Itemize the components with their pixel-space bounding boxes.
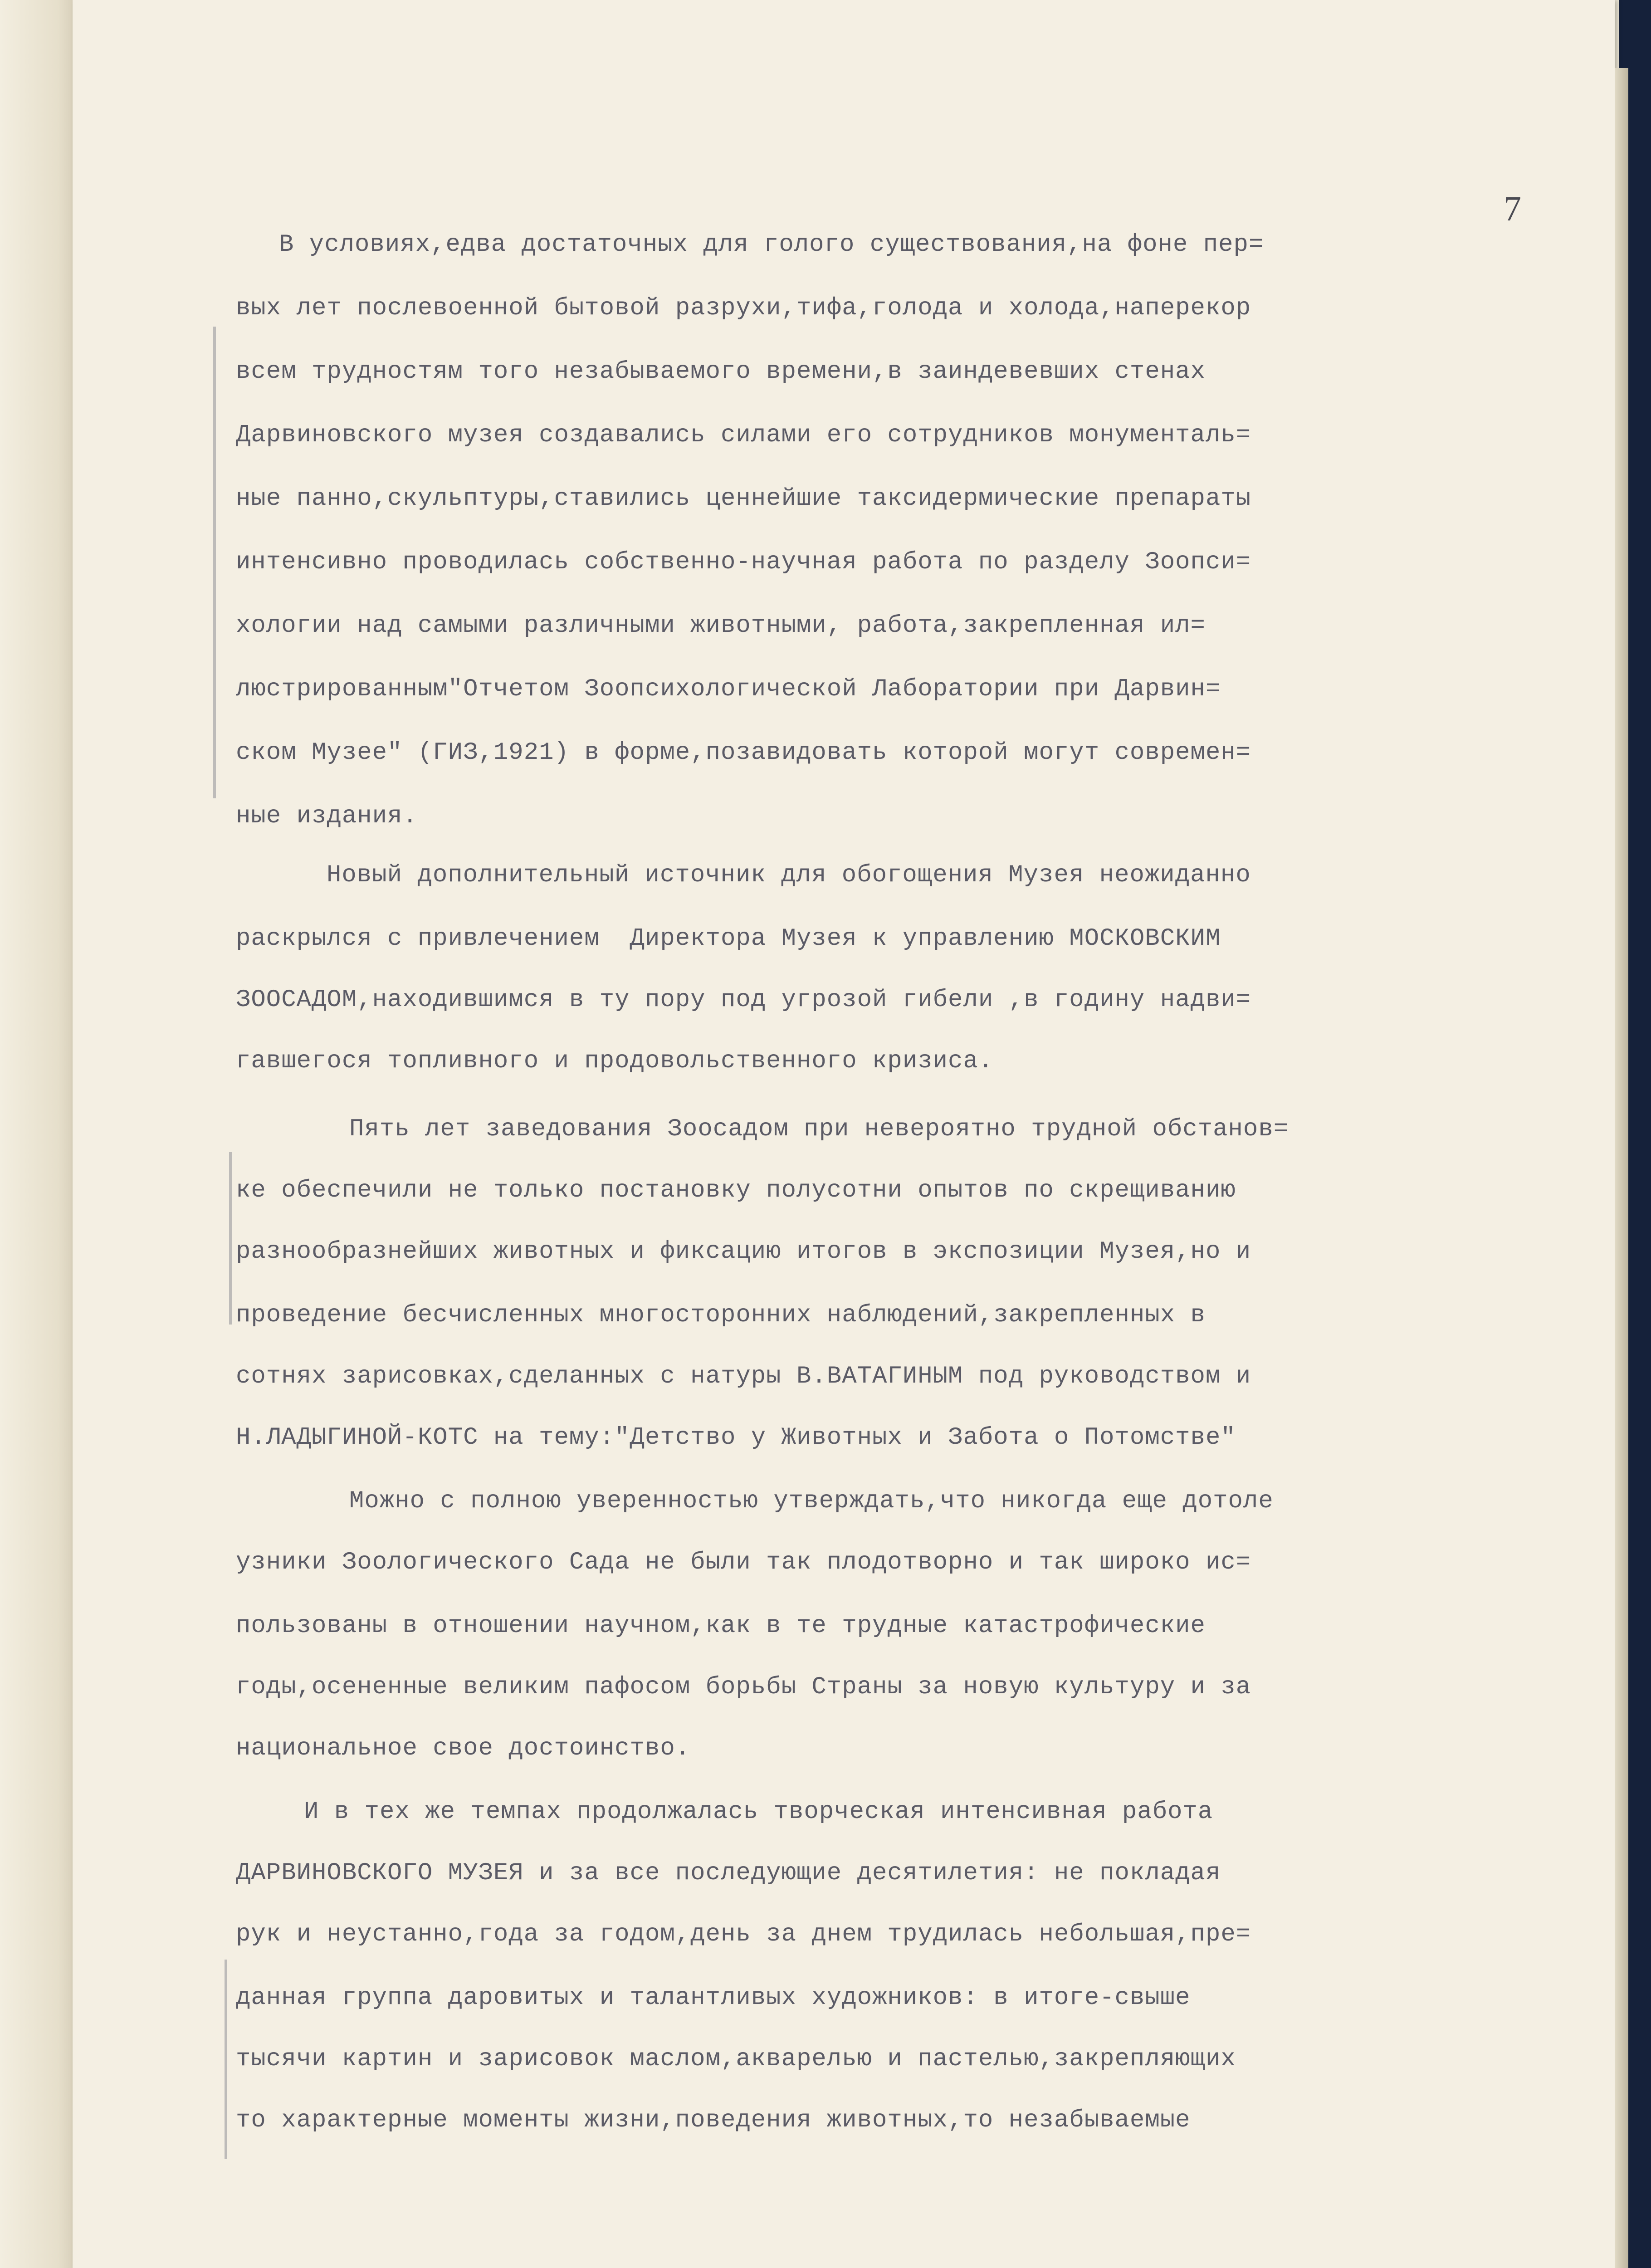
pencil-margin-mark: [225, 1960, 227, 2159]
text-line: люстрированным"Отчетом Зоопсихологической Лаборатории при Дарвин=: [236, 675, 1221, 703]
pencil-margin-mark: [229, 1152, 232, 1325]
text-line: вых лет послевоенной бытовой разрухи,тифа,голода и холода,наперекор: [236, 294, 1251, 322]
text-line: ке обеспечили не только постановку полусотни опытов по скрещиванию: [236, 1177, 1236, 1204]
text-line: всем трудностям того незабываемого времени,в заиндевевших стенах: [236, 358, 1206, 386]
text-line: Новый дополнительный источник для обогощения Музея неожиданно: [327, 861, 1251, 889]
page-number: 7: [1504, 189, 1521, 228]
text-line: пользованы в отношении научном,как в те трудные катастрофические: [236, 1612, 1206, 1640]
text-line: Дарвиновского музея создавались силами его сотрудников монументаль=: [236, 421, 1251, 449]
text-line: И в тех же темпах продолжалась творческая интенсивная работа: [304, 1798, 1213, 1826]
text-line: Н.ЛАДЫГИНОЙ-КОТС на тему:"Детство у Животных и Забота о Потомстве": [236, 1424, 1236, 1452]
page-shadow: [1615, 68, 1628, 2268]
pencil-margin-mark: [213, 327, 216, 798]
text-line: проведение бесчисленных многосторонних наблюдений,закрепленных в: [236, 1301, 1206, 1329]
text-line: гавшегося топливного и продовольственного кризиса.: [236, 1047, 994, 1075]
text-line: рук и неустанно,года за годом,день за днем трудилась небольшая,пре=: [236, 1921, 1251, 1948]
text-line: то характерные моменты жизни,поведения животных,то незабываемые: [236, 2107, 1191, 2134]
text-line: хологии над самыми различными животными, работа,закрепленная ил=: [236, 612, 1206, 640]
text-line: Пять лет заведования Зоосадом при невероятно трудной обстанов=: [349, 1115, 1289, 1143]
previous-page-edge: [0, 0, 74, 2268]
text-line: ском Музее" (ГИЗ,1921) в форме,позавидовать которой могут современ=: [236, 739, 1251, 767]
text-line: годы,осененные великим пафосом борьбы Страны за новую культуру и за: [236, 1673, 1251, 1701]
text-line: данная группа даровитых и талантливых художников: в итоге-свыше: [236, 1984, 1191, 2012]
text-line: тысячи картин и зарисовок маслом,акварелью и пастелью,закрепляющих: [236, 2045, 1236, 2073]
text-line: интенсивно проводилась собственно-научная работа по разделу Зоопси=: [236, 548, 1251, 576]
text-line: сотнях зарисовках,сделанных с натуры В.ВАТАГИНЫМ под руководством и: [236, 1363, 1251, 1390]
text-line: разнообразнейших животных и фиксацию итогов в экспозиции Музея,но и: [236, 1238, 1251, 1266]
text-line: ЗООСАДОМ,находившимся в ту пору под угрозой гибели ,в годину надви=: [236, 986, 1251, 1014]
text-line: национальное свое достоинство.: [236, 1735, 691, 1762]
text-line: Можно с полною уверенностью утверждать,что никогда еще дотоле: [349, 1487, 1274, 1515]
text-line: раскрылся с привлечением Директора Музея к управлению МОСКОВСКИМ: [236, 925, 1221, 953]
text-line: ные издания.: [236, 802, 418, 830]
text-line: узники Зоологического Сада не были так плодотворно и так широко ис=: [236, 1549, 1251, 1576]
text-line: В условиях,едва достаточных для голого существования,на фоне пер=: [279, 231, 1264, 259]
text-line: ные панно,скульптуры,ставились ценнейшие таксидермические препараты: [236, 485, 1251, 513]
text-line: ДАРВИНОВСКОГО МУЗЕЯ и за все последующие десятилетия: не покладая: [236, 1859, 1221, 1887]
